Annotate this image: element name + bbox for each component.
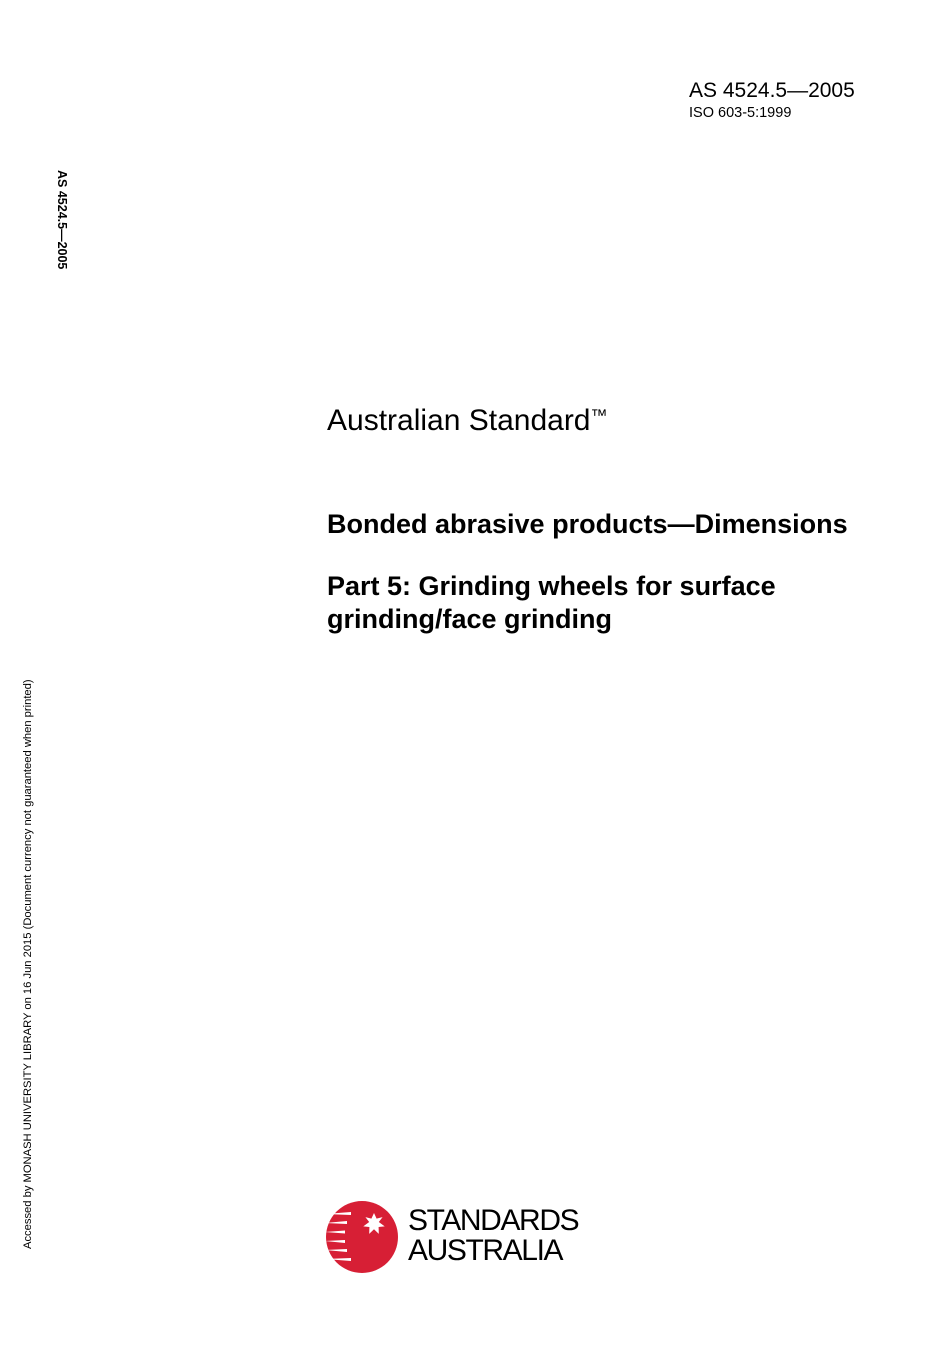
logo-globe-icon [325,1200,399,1274]
standards-australia-logo [325,1200,585,1274]
standard-designation: AS 4524.5—2005 [689,79,855,102]
part-title-line2: grinding/face grinding [327,604,612,634]
standard-type [327,404,608,438]
iso-reference: ISO 603-5:1999 [689,105,792,121]
part-title [327,570,887,636]
document-title: Bonded abrasive products—Dimensions [327,509,848,539]
logo-line2: AUSTRALIA [408,1234,563,1267]
logo-wordmark [408,1206,578,1266]
trademark-symbol: ™ [590,406,608,425]
part-title-line1: Part 5: Grinding wheels for surface [327,571,776,601]
access-notice [20,597,40,1249]
standard-type-label: Australian Standard [327,404,591,437]
logo-line1: STANDARDS [408,1204,579,1237]
access-notice-text: Accessed by MONASH UNIVERSITY LIBRARY on 16 Jun 2015 (Document currency not guaranteed when printed) [22,679,34,1249]
spine-text: AS 4524.5—2005 [55,170,69,270]
spine-designation [52,170,72,295]
